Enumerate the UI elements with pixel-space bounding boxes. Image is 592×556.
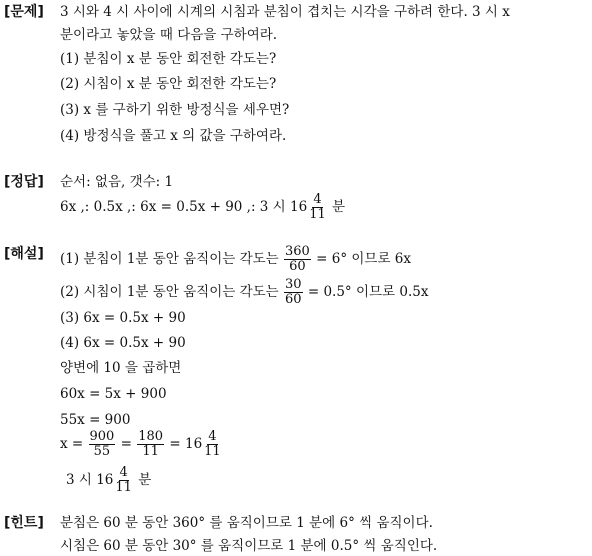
fraction-denominator: 60	[285, 292, 302, 307]
solution-step-7: 55x = 900	[60, 412, 131, 428]
solution-step-4: (4) 6x = 0.5x + 90	[60, 335, 186, 351]
fraction-denominator: 11	[115, 480, 132, 495]
step-1-result: = 6° 이므로 6x	[316, 251, 411, 267]
problem-item-1: (1) 분침이 x 분 동안 회전한 각도는?	[60, 51, 277, 67]
answer-unit: 분	[332, 199, 346, 215]
fraction-denominator: 11	[204, 444, 221, 459]
step-8-whole: = 16	[169, 436, 203, 452]
hint-label: [힌트]	[4, 515, 44, 531]
fraction-numerator: 30	[285, 277, 302, 292]
solution-step-6: 60x = 5x + 900	[60, 386, 167, 402]
step-2-fraction	[284, 278, 303, 307]
solution-label: [해설]	[4, 246, 44, 262]
problem-line-2: 분이라고 놓았을 때 다음을 구하여라.	[60, 27, 278, 43]
fraction-numerator: 4	[313, 192, 322, 207]
fraction-numerator: 4	[208, 429, 217, 444]
solution-step-5: 양변에 10 을 곱하면	[60, 360, 182, 376]
step-9-prefix: 3 시 16	[66, 472, 114, 488]
answer-line-2	[60, 193, 345, 222]
fraction-denominator: 11	[309, 207, 326, 222]
fraction-denominator: 11	[142, 444, 159, 459]
step-8-fraction-1	[89, 430, 116, 459]
step-8-prefix: x =	[60, 436, 84, 452]
equals-sign: =	[120, 436, 132, 452]
answer-line-1: 순서: 없음, 갯수: 1	[60, 174, 174, 190]
fraction-numerator: 360	[285, 244, 310, 259]
hint-line-1: 분침은 60 분 동안 360° 를 움직이므로 1 분에 6° 씩 움직이다.	[60, 515, 433, 531]
solution-step-8	[60, 430, 223, 459]
solution-step-2	[60, 278, 428, 307]
fraction-numerator: 180	[138, 429, 164, 444]
solution-step-3: (3) 6x = 0.5x + 90	[60, 310, 186, 326]
hint-line-2: 시침은 60 분 동안 30° 를 움직이므로 1 분에 0.5° 씩 움직인다.	[60, 538, 438, 554]
step-8-fraction-3	[203, 430, 222, 459]
solution-step-9	[66, 466, 151, 495]
step-2-text: (2) 시침이 1분 동안 움직이는 각도는	[60, 284, 279, 300]
step-2-result: = 0.5° 이므로 0.5x	[307, 284, 429, 300]
answer-fraction	[308, 193, 327, 222]
problem-item-3: (3) x 를 구하기 위한 방정식을 세우면?	[60, 102, 290, 118]
fraction-numerator: 4	[119, 465, 128, 480]
problem-item-2: (2) 시침이 x 분 동안 회전한 각도는?	[60, 76, 277, 92]
step-9-unit: 분	[138, 472, 152, 488]
fraction-numerator: 900	[89, 429, 115, 444]
solution-step-1	[60, 245, 411, 274]
answer-label: [정답]	[4, 174, 44, 190]
fraction-denominator: 55	[93, 444, 111, 459]
fraction-denominator: 60	[289, 259, 306, 274]
problem-line-1: 3 시와 4 시 사이에 시계의 시침과 분침이 겹치는 시각을 구하려 한다. 3 시 x	[60, 4, 510, 20]
step-1-fraction	[284, 245, 311, 274]
step-8-fraction-2	[137, 430, 164, 459]
problem-label: [문제]	[4, 4, 44, 20]
step-9-fraction	[114, 466, 133, 495]
problem-item-4: (4) 방정식을 풀고 x 의 값을 구하여라.	[60, 128, 287, 144]
step-1-text: (1) 분침이 1분 동안 움직이는 각도는	[60, 251, 279, 267]
answer-line-2-text: 6x ,: 0.5x ,: 6x = 0.5x + 90 ,: 3 시 16	[60, 199, 308, 215]
